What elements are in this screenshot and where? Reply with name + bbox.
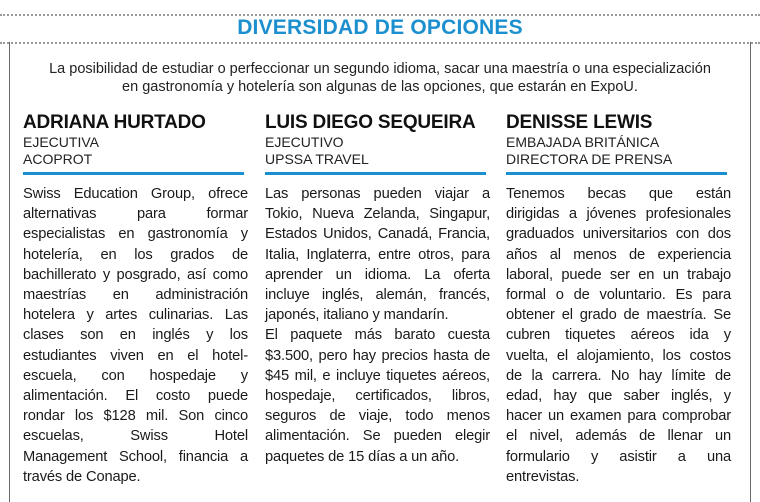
column-luis-diego-sequeira bbox=[265, 112, 490, 467]
person-name: ADRIANA HURTADO bbox=[23, 112, 206, 133]
column-adriana-hurtado bbox=[23, 112, 248, 487]
person-role: EJECUTIVO bbox=[265, 134, 344, 150]
body-paragraph: El paquete más barato cuesta $3.500, pero hay precios hasta de $45 mil, e incluye tiquetes aéreos, hospedaje, certificados, libros, seguros de viaje, todo menos alimentación. Se pueden elegir paquetes de 15 días a un año. bbox=[265, 327, 490, 465]
person-organization: ACOPROT bbox=[23, 151, 93, 167]
body-paragraph: Tenemos becas que están dirigidas a jóvenes profesionales graduados universitarios con dos años al menos de experiencia laboral, puede ser en un trabajo formal o de voluntario. Es para obtener el grado de maestría. Se cubren tiquetes aéreos ida y vuelta, el alojamiento, los costos de la carrera. No hay límite de edad, hay que saber inglés, y hacer un examen para comprobar el nivel, además de llenar un formulario y asistir a una entrevistas. bbox=[506, 186, 731, 485]
section-title: DIVERSIDAD DE OPCIONES bbox=[237, 16, 523, 39]
person-organization: UPSSA TRAVEL bbox=[265, 151, 369, 167]
person-name: DENISSE LEWIS bbox=[506, 112, 653, 133]
column-divider-rule bbox=[506, 172, 727, 175]
column-body bbox=[23, 184, 248, 487]
person-role: EJECUTIVA bbox=[23, 134, 99, 150]
column-body bbox=[506, 184, 731, 487]
column-body bbox=[265, 184, 490, 467]
person-role: EMBAJADA BRITÁNICA bbox=[506, 134, 660, 150]
column-denisse-lewis bbox=[506, 112, 731, 487]
column-divider-rule bbox=[265, 172, 486, 175]
body-paragraph: Las personas pueden viajar a Tokio, Nueva Zelanda, Singapur, Estados Unidos, Canadá, Francia, Italia, Inglaterra, entre otros, para aprender un idioma. La oferta incluye inglés, alemán, francés, japonés, italiano y mandarín. bbox=[265, 186, 490, 324]
intro-paragraph: La posibilidad de estudiar o perfeccionar un segundo idioma, sacar una maestría o una especialización en gastronomía y hotelería son algunas de las opciones, que estarán en ExpoU. bbox=[49, 61, 711, 95]
person-name: LUIS DIEGO SEQUEIRA bbox=[265, 112, 476, 133]
body-paragraph: Swiss Education Group, ofrece alternativas para formar especialistas en gastronomía y hotelería, en los grados de bachillerato y posgrado, así como maestrías en administración hotelera y artes culinarias. Las clases son en inglés y los estudiantes viven en el hotel-escuela, con hospedaje y alimentación. El costo puede rondar los $128 mil. Son cinco escuelas, Swiss Hotel Management School, financia a través de Conape. bbox=[23, 186, 248, 485]
person-organization: DIRECTORA DE PRENSA bbox=[506, 151, 673, 167]
column-divider-rule bbox=[23, 172, 244, 175]
